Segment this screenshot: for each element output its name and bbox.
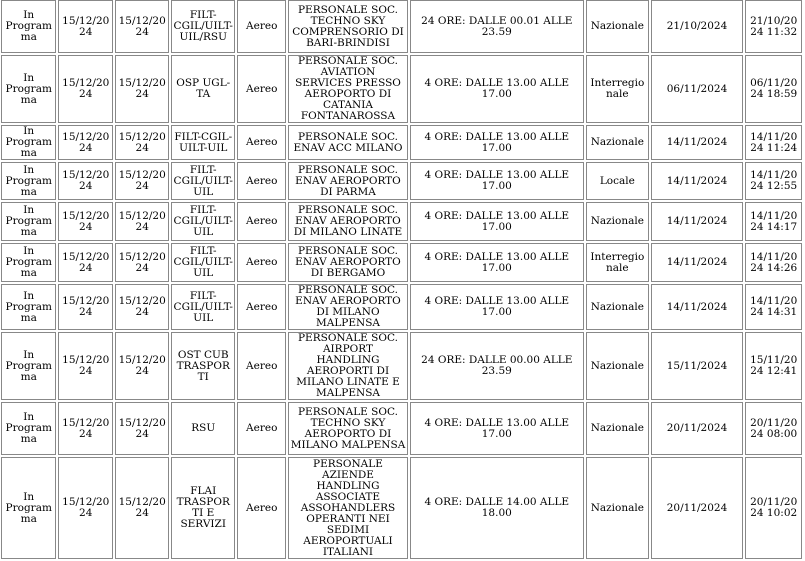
category-cell: PERSONALE SOC. TECHNO SKY COMPRENSORIO DI BARI-BRINDISI (288, 0, 407, 53)
union-cell: OSP UGL-TA (171, 55, 235, 123)
timestamp-cell: 06/11/2024 18:59 (745, 55, 802, 123)
table-row (1, 457, 802, 559)
modality-cell: 4 ORE: DALLE 13.00 ALLE 17.00 (410, 125, 585, 160)
status-cell: In Programma (1, 457, 56, 559)
union-cell: FILT-CGIL/UILT-UIL (171, 284, 235, 330)
table-row (1, 402, 802, 455)
start-date-cell: 15/12/2024 (58, 332, 112, 400)
proclaimed-date-cell: 14/11/2024 (651, 125, 744, 160)
category-cell: PERSONALE SOC. ENAV AEROPORTO DI MILANO MALPENSA (288, 284, 407, 330)
modality-cell: 4 ORE: DALLE 13.00 ALLE 17.00 (410, 243, 585, 282)
relevance-cell: Interregionale (586, 243, 649, 282)
table-row (1, 243, 802, 282)
modality-cell: 4 ORE: DALLE 14.00 ALLE 18.00 (410, 457, 585, 559)
relevance-cell: Nazionale (586, 202, 649, 241)
union-cell: OST CUB TRASPORTI (171, 332, 235, 400)
relevance-cell: Interregionale (586, 55, 649, 123)
proclaimed-date-cell: 06/11/2024 (651, 55, 744, 123)
status-cell: In Programma (1, 0, 56, 53)
end-date-cell: 15/12/2024 (115, 284, 169, 330)
start-date-cell: 15/12/2024 (58, 457, 112, 559)
end-date-cell: 15/12/2024 (115, 0, 169, 53)
modality-cell: 4 ORE: DALLE 13.00 ALLE 17.00 (410, 162, 585, 200)
start-date-cell: 15/12/2024 (58, 55, 112, 123)
category-cell: PERSONALE SOC. ENAV AEROPORTO DI MILANO LINATE (288, 202, 407, 241)
category-cell: PERSONALE SOC. ENAV ACC MILANO (288, 125, 407, 160)
modality-cell: 24 ORE: DALLE 00.01 ALLE 23.59 (410, 0, 585, 53)
timestamp-cell: 20/11/2024 08:00 (745, 402, 802, 455)
status-cell: In Programma (1, 243, 56, 282)
relevance-cell: Nazionale (586, 284, 649, 330)
sector-cell: Aereo (237, 0, 286, 53)
proclaimed-date-cell: 20/11/2024 (651, 402, 744, 455)
sector-cell: Aereo (237, 457, 286, 559)
timestamp-cell: 14/11/2024 12:55 (745, 162, 802, 200)
category-cell: PERSONALE SOC. ENAV AEROPORTO DI PARMA (288, 162, 407, 200)
category-cell: PERSONALE SOC. AIRPORT HANDLING AEROPORTI DI MILANO LINATE E MALPENSA (288, 332, 407, 400)
status-cell: In Programma (1, 202, 56, 241)
sector-cell: Aereo (237, 202, 286, 241)
end-date-cell: 15/12/2024 (115, 202, 169, 241)
proclaimed-date-cell: 20/11/2024 (651, 457, 744, 559)
sector-cell: Aereo (237, 125, 286, 160)
relevance-cell: Nazionale (586, 0, 649, 53)
end-date-cell: 15/12/2024 (115, 243, 169, 282)
relevance-cell: Nazionale (586, 457, 649, 559)
status-cell: In Programma (1, 332, 56, 400)
modality-cell: 4 ORE: DALLE 13.00 ALLE 17.00 (410, 402, 585, 455)
start-date-cell: 15/12/2024 (58, 284, 112, 330)
relevance-cell: Nazionale (586, 332, 649, 400)
sector-cell: Aereo (237, 162, 286, 200)
sector-cell: Aereo (237, 402, 286, 455)
start-date-cell: 15/12/2024 (58, 125, 112, 160)
union-cell: FILT-CGIL/UILT-UIL/RSU (171, 0, 235, 53)
category-cell: PERSONALE AZIENDE HANDLING ASSOCIATE ASSOHANDLERS OPERANTI NEI SEDIMI AEROPORTUALI ITALIANI (288, 457, 407, 559)
table-row (1, 202, 802, 241)
relevance-cell: Nazionale (586, 402, 649, 455)
union-cell: FLAI TRASPORTI E SERVIZI (171, 457, 235, 559)
end-date-cell: 15/12/2024 (115, 162, 169, 200)
table-row (1, 162, 802, 200)
union-cell: FILT-CGIL-UILT-UIL (171, 125, 235, 160)
proclaimed-date-cell: 14/11/2024 (651, 284, 744, 330)
proclaimed-date-cell: 14/11/2024 (651, 162, 744, 200)
modality-cell: 4 ORE: DALLE 13.00 ALLE 17.00 (410, 202, 585, 241)
category-cell: PERSONALE SOC. TECHNO SKY AEROPORTO DI MILANO MALPENSA (288, 402, 407, 455)
end-date-cell: 15/12/2024 (115, 457, 169, 559)
timestamp-cell: 14/11/2024 14:31 (745, 284, 802, 330)
status-cell: In Programma (1, 284, 56, 330)
modality-cell: 24 ORE: DALLE 00.00 ALLE 23.59 (410, 332, 585, 400)
timestamp-cell: 14/11/2024 14:17 (745, 202, 802, 241)
table-row (1, 332, 802, 400)
timestamp-cell: 14/11/2024 11:24 (745, 125, 802, 160)
sector-cell: Aereo (237, 243, 286, 282)
timestamp-cell: 15/11/2024 12:41 (745, 332, 802, 400)
status-cell: In Programma (1, 162, 56, 200)
timestamp-cell: 21/10/2024 11:32 (745, 0, 802, 53)
sector-cell: Aereo (237, 284, 286, 330)
start-date-cell: 15/12/2024 (58, 243, 112, 282)
table-row (1, 125, 802, 160)
end-date-cell: 15/12/2024 (115, 402, 169, 455)
status-cell: In Programma (1, 125, 56, 160)
category-cell: PERSONALE SOC. AVIATION SERVICES PRESSO AEROPORTO DI CATANIA FONTANAROSSA (288, 55, 407, 123)
proclaimed-date-cell: 14/11/2024 (651, 202, 744, 241)
start-date-cell: 15/12/2024 (58, 0, 112, 53)
union-cell: FILT-CGIL/UILT-UIL (171, 243, 235, 282)
proclaimed-date-cell: 15/11/2024 (651, 332, 744, 400)
union-cell: RSU (171, 402, 235, 455)
category-cell: PERSONALE SOC. ENAV AEROPORTO DI BERGAMO (288, 243, 407, 282)
timestamp-cell: 14/11/2024 14:26 (745, 243, 802, 282)
relevance-cell: Nazionale (586, 125, 649, 160)
relevance-cell: Locale (586, 162, 649, 200)
proclaimed-date-cell: 14/11/2024 (651, 243, 744, 282)
modality-cell: 4 ORE: DALLE 13.00 ALLE 17.00 (410, 55, 585, 123)
sector-cell: Aereo (237, 332, 286, 400)
end-date-cell: 15/12/2024 (115, 55, 169, 123)
start-date-cell: 15/12/2024 (58, 162, 112, 200)
start-date-cell: 15/12/2024 (58, 402, 112, 455)
sector-cell: Aereo (237, 55, 286, 123)
table-row (1, 55, 802, 123)
union-cell: FILT-CGIL/UILT-UIL (171, 162, 235, 200)
end-date-cell: 15/12/2024 (115, 125, 169, 160)
modality-cell: 4 ORE: DALLE 13.00 ALLE 17.00 (410, 284, 585, 330)
start-date-cell: 15/12/2024 (58, 202, 112, 241)
table-row (1, 284, 802, 330)
union-cell: FILT-CGIL/UILT-UIL (171, 202, 235, 241)
status-cell: In Programma (1, 402, 56, 455)
timestamp-cell: 20/11/2024 10:02 (745, 457, 802, 559)
status-cell: In Programma (1, 55, 56, 123)
proclaimed-date-cell: 21/10/2024 (651, 0, 744, 53)
end-date-cell: 15/12/2024 (115, 332, 169, 400)
table-row (1, 0, 802, 53)
